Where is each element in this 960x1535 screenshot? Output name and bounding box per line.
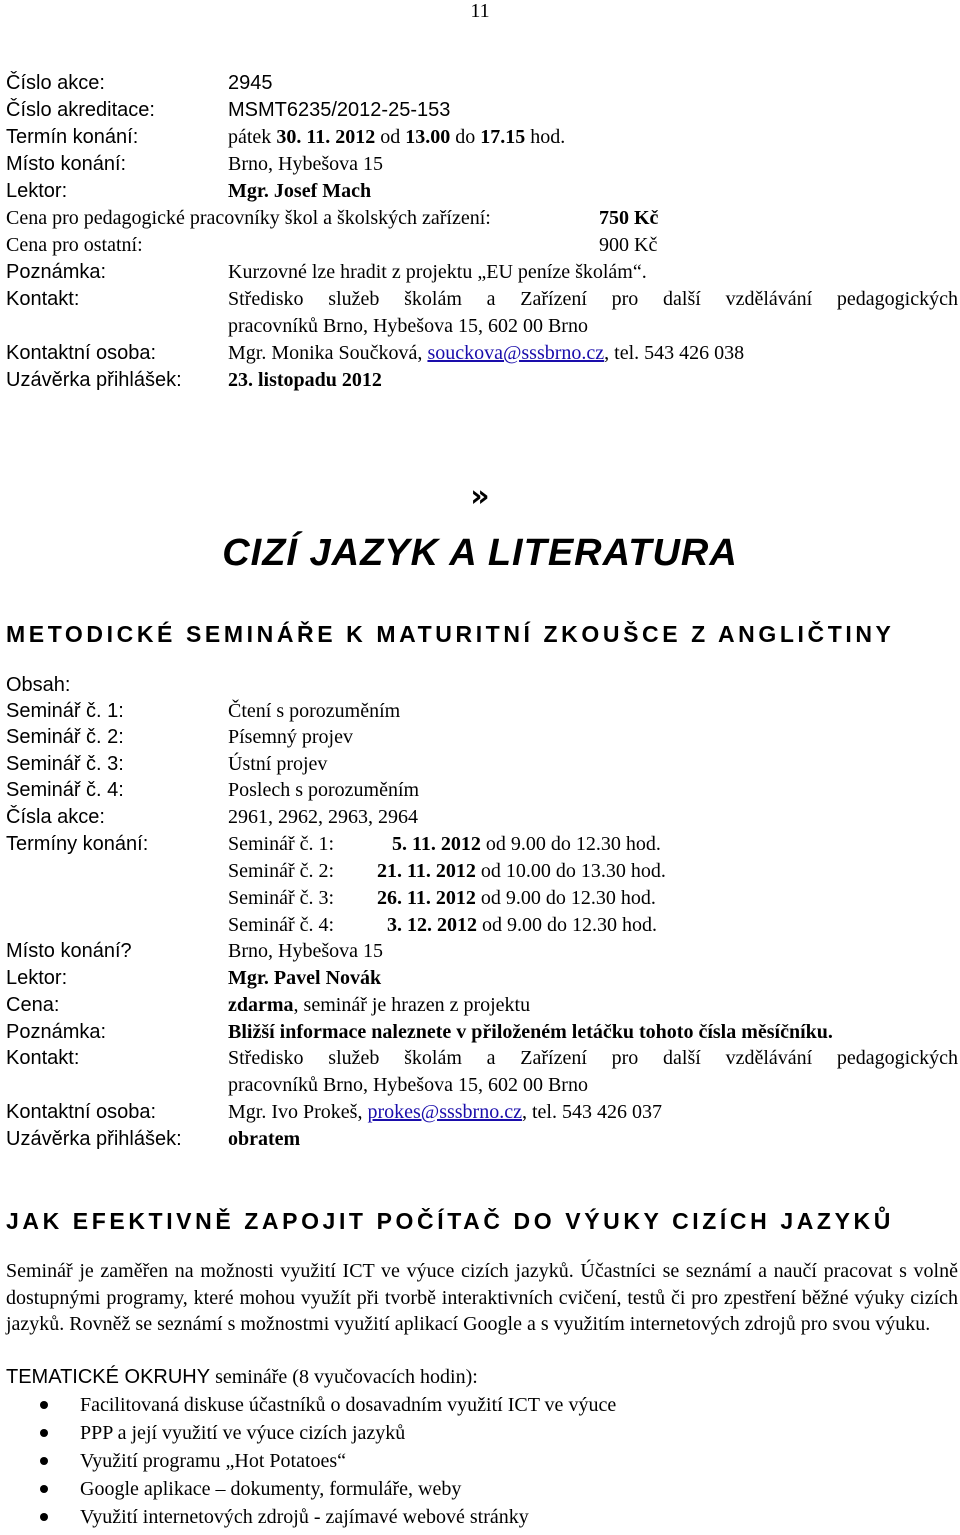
label: Kontaktní osoba:: [6, 342, 157, 364]
value: 750 Kč: [599, 207, 659, 229]
value: obratem: [228, 1128, 301, 1150]
label: Kontaktní osoba:: [6, 1101, 157, 1123]
topics-rest: semináře (8 vyučovacích hodin):: [210, 1366, 478, 1388]
list-item-text: Facilitovaná diskuse účastníků o dosavadním využití ICT ve výuce: [80, 1394, 617, 1416]
value: Písemný projev: [228, 726, 353, 748]
value: 2961, 2962, 2963, 2964: [228, 806, 418, 828]
bullet-icon: [40, 1485, 48, 1493]
event2-misto: [6, 938, 958, 964]
event2-obsah: [6, 672, 958, 698]
event2-termin-3: [6, 885, 958, 911]
time: od 9.00 do 12.30 hod.: [475, 887, 656, 909]
label: Kontakt:: [6, 288, 80, 310]
sem: Seminář č. 3:: [228, 887, 335, 909]
event1-cena-ped: [6, 205, 958, 231]
value: 2945: [228, 72, 273, 94]
value: [228, 992, 530, 1018]
event1-osoba: [6, 340, 958, 366]
event1-akreditace: [6, 97, 958, 123]
event2-poznamka: [6, 1019, 958, 1045]
value: Čtení s porozuměním: [228, 700, 401, 722]
sem: Seminář č. 4:: [228, 914, 335, 936]
email-link[interactable]: prokes@sssbrno.cz: [367, 1101, 522, 1123]
topics-list: [0, 1391, 960, 1531]
list-item-text: Využití internetových zdrojů - zajímavé webové stránky: [80, 1506, 529, 1528]
label: Termíny konání:: [6, 833, 149, 855]
event1-cislo-akce: [6, 70, 958, 96]
list-item-text: Google aplikace – dokumenty, formuláře, weby: [80, 1478, 462, 1500]
event1-kontakt: [6, 286, 958, 312]
value: [377, 858, 666, 884]
event1-uzaverka: [6, 367, 958, 393]
event2-seminar-1: [6, 698, 958, 724]
termin-mid: od: [375, 126, 406, 148]
contact-phone: , tel. 543 426 038: [604, 342, 745, 364]
list-item: [0, 1419, 960, 1447]
label: Lektor:: [6, 180, 68, 202]
label: Lektor:: [6, 967, 68, 989]
section-title: CIZÍ JAZYK A LITERATURA: [222, 532, 738, 574]
termin-do: do: [450, 126, 481, 148]
termin-to: 17.15: [480, 126, 526, 148]
chevron-icon: »: [470, 479, 490, 514]
value: Kurzovné lze hradit z projektu „EU peníze školám“.: [228, 261, 647, 283]
email-link[interactable]: souckova@sssbrno.cz: [427, 342, 605, 364]
event2-kontakt: [6, 1045, 958, 1071]
sem: Seminář č. 1:: [228, 833, 335, 855]
list-item: [0, 1391, 960, 1419]
topics-intro: [6, 1364, 958, 1390]
label: Termín konání:: [6, 126, 139, 148]
value: [377, 885, 656, 911]
bullet-icon: [40, 1401, 48, 1409]
value: Poslech s porozuměním: [228, 779, 420, 801]
value: [228, 1099, 662, 1125]
list-item-text: PPP a její využití ve výuce cizích jazyků: [80, 1422, 406, 1444]
label: Čísla akce:: [6, 806, 105, 828]
event2-kontakt-2: [6, 1072, 958, 1098]
label: Číslo akce:: [6, 72, 105, 94]
event2-lektor: [6, 965, 958, 991]
event2-osoba: [6, 1099, 958, 1125]
date: 21. 11. 2012: [377, 860, 476, 882]
list-item: [0, 1475, 960, 1503]
value: Ústní projev: [228, 753, 328, 775]
event1-lektor: [6, 178, 958, 204]
topics-line: [6, 1364, 478, 1390]
label: Poznámka:: [6, 1021, 107, 1043]
event1-poznamka: [6, 259, 958, 285]
value: Brno, Hybešova 15: [228, 940, 383, 962]
event1-kontakt-2: [6, 313, 958, 339]
label: Kontakt:: [6, 1047, 80, 1069]
bullet-icon: [40, 1457, 48, 1465]
heading-metodicke-seminare: METODICKÉ SEMINÁŘE K MATURITNÍ ZKOUŠCE Z ANGLIČTINY: [6, 621, 895, 647]
value-line2: pracovníků Brno, Hybešova 15, 602 00 Brno: [228, 1074, 588, 1096]
bullet-icon: [40, 1429, 48, 1437]
label: Obsah:: [6, 674, 71, 696]
bullet-icon: [40, 1513, 48, 1521]
value: Brno, Hybešova 15: [228, 153, 383, 175]
price-bold: zdarma: [228, 994, 294, 1016]
label: Seminář č. 4:: [6, 779, 124, 801]
seminar-description: Seminář je zaměřen na možnosti využití ICT ve výuce cizích jazyků. Účastníci se seznámí a naučí pracovat s volně dostupnými programy, které mohou využít při tvorbě interaktivních cvičení, testů či pro zpestření běžné výuky cizích jazyků. Rovněž se seznámí s možnostmi využití aplikací Google a s využitím internetových zdrojů pro svou výuku.: [6, 1260, 958, 1335]
label: Poznámka:: [6, 261, 107, 283]
event2-seminar-3: [6, 751, 958, 777]
event2-cena: [6, 992, 958, 1018]
list-item: [0, 1447, 960, 1475]
termin-pre: pátek: [228, 126, 277, 148]
contact-phone: , tel. 543 426 037: [521, 1101, 662, 1123]
label: Cena pro ostatní:: [6, 234, 143, 256]
value: 23. listopadu 2012: [228, 369, 382, 391]
value-line2: pracovníků Brno, Hybešova 15, 602 00 Brno: [228, 315, 588, 337]
label: Cena:: [6, 994, 60, 1016]
label: Místo konání:: [6, 153, 127, 175]
value-line1: Středisko služeb školám a Zařízení pro další vzdělávání pedagogických: [228, 288, 958, 310]
date: 3. 12. 2012: [387, 914, 477, 936]
value: MSMT6235/2012-25-153: [228, 99, 451, 121]
value: [387, 912, 657, 938]
termin-date: 30. 11. 2012: [276, 126, 376, 148]
list-item: [0, 1503, 960, 1531]
time: od 9.00 do 12.30 hod.: [477, 914, 657, 936]
label: Uzávěrka přihlášek:: [6, 369, 182, 391]
time: od 10.00 do 13.30 hod.: [475, 860, 666, 882]
value: Mgr. Pavel Novák: [228, 967, 382, 989]
label: Číslo akreditace:: [6, 99, 155, 121]
event2-seminar-2: [6, 724, 958, 750]
termin-from: 13.00: [405, 126, 451, 148]
value: [228, 340, 744, 366]
termin-suffix: hod.: [525, 126, 566, 148]
event1-cena-ost: [6, 232, 958, 258]
value: [228, 124, 565, 150]
value: Bližší informace naleznete v přiloženém letáčku tohoto čísla měsíčníku.: [228, 1021, 833, 1043]
topics-label: TEMATICKÉ OKRUHY: [6, 1366, 211, 1388]
label: Seminář č. 3:: [6, 753, 124, 775]
event2-cisla-akci: [6, 804, 958, 830]
sem: Seminář č. 2:: [228, 860, 335, 882]
event2-termin-4: [6, 912, 958, 938]
event2-termin-2: [6, 858, 958, 884]
contact-name: Mgr. Monika Součková,: [228, 342, 428, 364]
value: 900 Kč: [599, 234, 658, 256]
date: 5. 11. 2012: [392, 833, 481, 855]
value: [392, 831, 661, 857]
contact-name: Mgr. Ivo Prokeš,: [228, 1101, 368, 1123]
event1-termin: [6, 124, 958, 150]
event2-uzaverka: [6, 1126, 958, 1152]
time: od 9.00 do 12.30 hod.: [480, 833, 661, 855]
event1-misto: [6, 151, 958, 177]
value-line1: Středisko služeb školám a Zařízení pro další vzdělávání pedagogických: [228, 1047, 958, 1069]
event2-termin-1: [6, 831, 958, 857]
label: Uzávěrka přihlášek:: [6, 1128, 182, 1150]
label: Seminář č. 1:: [6, 700, 124, 722]
list-item-text: Využití programu „Hot Potatoes“: [80, 1450, 347, 1472]
label: Cena pro pedagogické pracovníky škol a školských zařízení:: [6, 207, 491, 229]
value: Mgr. Josef Mach: [228, 180, 372, 202]
price-rest: , seminář je hrazen z projektu: [293, 994, 531, 1016]
event2-seminar-4: [6, 777, 958, 803]
page-number: 11: [470, 0, 490, 22]
date: 26. 11. 2012: [377, 887, 476, 909]
label: Seminář č. 2:: [6, 726, 124, 748]
heading-efektivne-zapojit: JAK EFEKTIVNĚ ZAPOJIT POČÍTAČ DO VÝUKY CIZÍCH JAZYKŮ: [6, 1208, 894, 1234]
label: Místo konání?: [6, 940, 132, 962]
